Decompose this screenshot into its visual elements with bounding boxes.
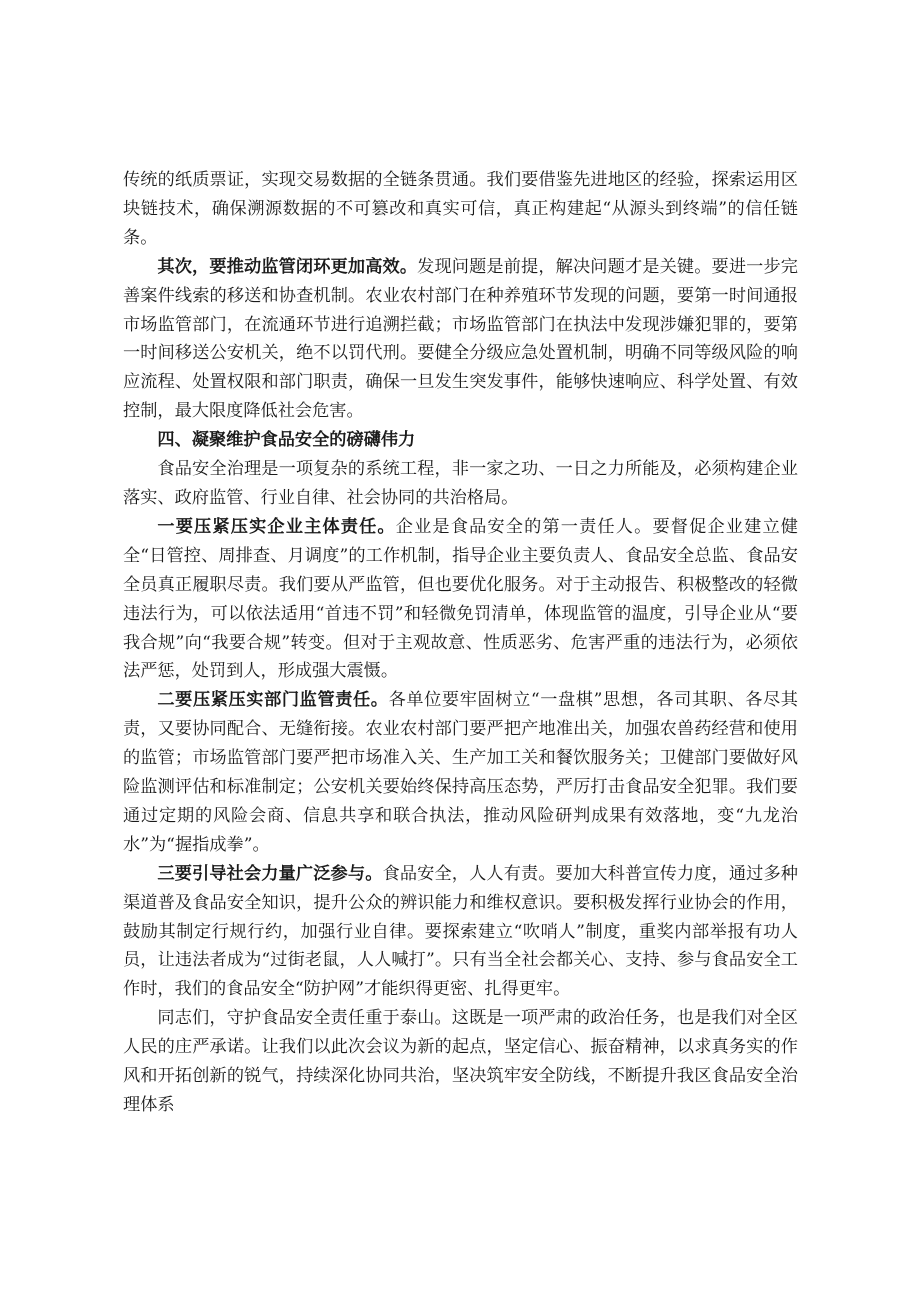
paragraph-co-governance [123,455,798,513]
paragraph-text: 传统的纸质票证，实现交易数据的全链条贯通。我们要借鉴先进地区的经验，探索运用区块链技术，确保溯源数据的不可篡改和真实可信，真正构建起“从源头到终端”的信任链条。 [123,170,798,248]
paragraph-department-responsibility [123,686,798,859]
paragraph-text: 企业是食品安全的第一责任人。要督促企业建立健全“日管控、周排查、月调度”的工作机制，指导企业主要负责人、食品安全总监、食品安全员真正履职尽责。我们要从严监管，但也要优化服务。对于主动报告、积极整改的轻微违法行为，可以依法适用“首违不罚”和轻微免罚清单，体现监管的温度，引导企业从“要我合规”向“我要合规”转变。但对于主观故意、性质恶劣、危害严重的违法行为，必须依法严惩，处罚到人，形成强大震慑。 [123,516,798,682]
section-heading-four: 四、凝聚维护食品安全的磅礴伟力 [157,430,416,451]
paragraph-lead: 二要压紧压实部门监管责任。 [157,690,389,711]
paragraph-text: 各单位要牢固树立“一盘棋”思想，各司其职、各尽其责，又要协同配合、无缝衔接。农业农村部门要严把产地准出关，加强农兽药经营和使用的监管；市场监管部门要严把市场准入关、生产加工关和餐饮服务关；卫健部门要做好风险监测评估和标准制定；公安机关要始终保持高压态势，严厉打击食品安全犯罪。我们要通过定期的风险会商、信息共享和联合执法，推动风险研判成果有效落地，变“九龙治水”为“握指成拳”。 [123,690,798,855]
document-body [123,166,798,1120]
paragraph-lead: 一要压紧压实企业主体责任。 [157,516,396,537]
paragraph-closing [123,1004,798,1120]
paragraph-enterprise-responsibility [123,513,798,686]
paragraph-traceability [123,166,798,253]
paragraph-social-participation [123,860,798,1005]
paragraph-text: 同志们，守护食品安全责任重于泰山。这既是一项严肃的政治任务，也是我们对全区人民的庄严承诺。让我们以此次会议为新的起点，坚定信心、振奋精神，以求真务实的作风和开拓创新的锐气，持续深化协同共治，坚决筑牢安全防线，不断提升我区食品安全治理体系 [123,1008,798,1115]
paragraph-lead: 其次，要推动监管闭环更加高效。 [157,256,418,277]
paragraph-text: 食品安全，人人有责。要加大科普宣传力度，通过多种渠道普及食品安全知识，提升公众的辨识能力和维权意识。要积极发挥行业协会的作用，鼓励其制定行规行约，加强行业自律。要探索建立“吹哨人”制度，重奖内部举报有功人员，让违法者成为“过街老鼠，人人喊打”。只有当全社会都关心、支持、参与食品安全工作时，我们的食品安全“防护网”才能织得更密、扎得更牢。 [123,863,798,1000]
paragraph-text: 发现问题是前提，解决问题才是关键。要进一步完善案件线索的移送和协查机制。农业农村部门在种养殖环节发现的问题，要第一时间通报市场监管部门，在流通环节进行追溯拦截；市场监管部门在执法中发现涉嫌犯罪的，要第一时间移送公安机关，绝不以罚代刑。要健全分级应急处置机制，明确不同等级风险的响应流程、处置权限和部门职责，确保一旦发生突发事件，能够快速响应、科学处置、有效控制，最大限度降低社会危害。 [123,256,798,422]
paragraph-closed-loop [123,253,798,426]
paragraph-lead: 三要引导社会力量广泛参与。 [157,863,383,884]
paragraph-text: 食品安全治理是一项复杂的系统工程，非一家之功、一日之力所能及，必须构建企业落实、政府监管、行业自律、社会协同的共治格局。 [123,459,798,508]
